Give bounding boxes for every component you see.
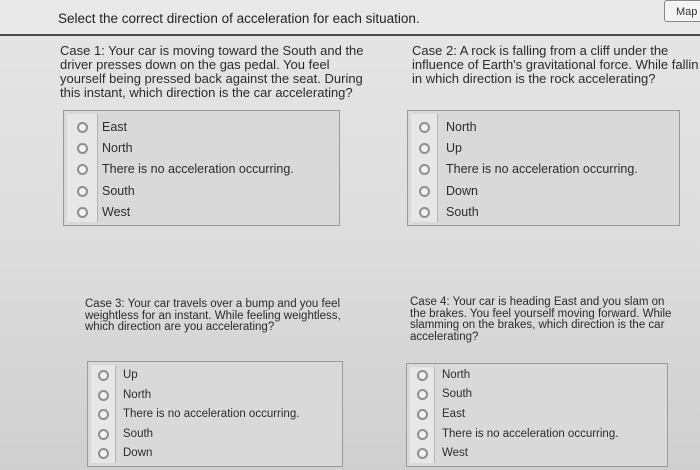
case-3-option[interactable]: South [88, 424, 342, 444]
case-1-option[interactable]: There is no acceleration occurring. [64, 159, 339, 179]
case-3-option[interactable]: North [88, 385, 342, 405]
radio-button[interactable] [98, 370, 109, 381]
case-3-prompt: Case 3: Your car travels over a bump and you feel weightless for an instant. While feeling weightless, which direction are you accelerating? [85, 298, 341, 333]
case-2-prompt: Case 2: A rock is falling from a cliff under the influence of Earth's gravitational force. While fallin in which direction is the rock accelerating? [412, 44, 699, 86]
case-3-option[interactable]: There is no acceleration occurring. [88, 404, 342, 424]
radio-button[interactable] [417, 370, 428, 381]
case-2-option[interactable]: There is no acceleration occurring. [408, 159, 679, 179]
case-1-options [63, 110, 340, 226]
case-1-option[interactable]: South [64, 181, 339, 201]
radio-button[interactable] [98, 390, 109, 401]
radio-button[interactable] [77, 122, 88, 133]
radio-button[interactable] [417, 409, 428, 420]
case-4-option[interactable]: West [407, 443, 667, 463]
page-title: Select the correct direction of acceleration for each situation. [58, 11, 420, 26]
radio-button[interactable] [417, 389, 428, 400]
radio-button[interactable] [98, 429, 109, 440]
case-4-option[interactable]: South [407, 384, 667, 404]
case-4-option[interactable]: There is no acceleration occurring. [407, 424, 667, 444]
case-1-option[interactable]: North [64, 138, 339, 158]
radio-button[interactable] [417, 429, 428, 440]
case-4-prompt: Case 4: Your car is heading East and you slam on the brakes. You feel yourself moving forward. While slamming on the brakes, which direction is the car accelerating? [410, 296, 672, 343]
case-1-option[interactable]: East [64, 117, 339, 137]
radio-button[interactable] [98, 448, 109, 459]
case-1-option[interactable]: West [64, 202, 339, 222]
case-2-options [407, 110, 680, 226]
radio-button[interactable] [77, 207, 88, 218]
map-button[interactable]: Map [664, 0, 700, 22]
radio-button[interactable] [417, 448, 428, 459]
radio-button[interactable] [77, 164, 88, 175]
radio-button[interactable] [419, 122, 430, 133]
case-1-prompt: Case 1: Your car is moving toward the South and the driver presses down on the gas pedal. You feel yourself being pressed back against the seat. During this instant, which direction is the car accelerating? [60, 43, 364, 100]
case-4-option[interactable]: East [407, 404, 667, 424]
case-2-option[interactable]: South [408, 202, 679, 222]
radio-button[interactable] [98, 409, 109, 420]
case-2-option[interactable]: Up [408, 138, 679, 158]
radio-button[interactable] [77, 143, 88, 154]
radio-button[interactable] [419, 164, 430, 175]
case-3-options [87, 361, 343, 467]
radio-button[interactable] [419, 186, 430, 197]
case-2-option[interactable]: North [408, 117, 679, 137]
case-2-option[interactable]: Down [408, 181, 679, 201]
radio-button[interactable] [419, 143, 430, 154]
case-4-options [406, 363, 668, 467]
case-4-option[interactable]: North [407, 365, 667, 385]
case-3-option[interactable]: Down [88, 443, 342, 463]
radio-button[interactable] [77, 186, 88, 197]
header-divider [0, 34, 700, 36]
radio-button[interactable] [419, 207, 430, 218]
case-3-option[interactable]: Up [88, 365, 342, 385]
